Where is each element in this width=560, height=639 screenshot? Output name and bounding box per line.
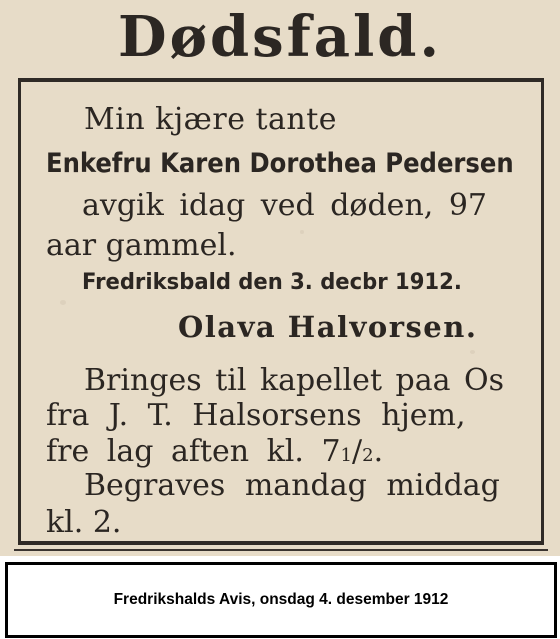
place-and-date: Fredriksbald den 3. decbr 1912. bbox=[82, 270, 462, 295]
fraction-separator: / bbox=[352, 434, 363, 469]
burial-line-2: fra J. T. Halsorsens hjem, bbox=[46, 398, 466, 433]
source-caption-box bbox=[5, 562, 557, 638]
funeral-line-1: Begraves mandag middag bbox=[84, 468, 500, 503]
signer-name: Olava Halvorsen. bbox=[178, 310, 478, 344]
death-text-line-1: avgik idag ved døden, 97 bbox=[82, 188, 488, 223]
burial-line-1: Bringes til kapellet paa Os bbox=[84, 363, 505, 398]
burial-time-text: fre lag aften kl. 7 bbox=[46, 434, 341, 469]
fraction-denominator: 2 bbox=[362, 445, 374, 466]
source-caption: Fredrikshalds Avis, onsdag 4. desember 1912 bbox=[113, 591, 449, 608]
salutation: Min kjære tante bbox=[84, 102, 338, 137]
frame-bottom-rule bbox=[14, 549, 548, 551]
fraction-numerator: 1 bbox=[340, 445, 352, 466]
funeral-line-2: kl. 2. bbox=[46, 505, 122, 540]
burial-line-3 bbox=[46, 434, 383, 469]
burial-time-suffix: . bbox=[373, 434, 384, 469]
death-text-line-2: aar gammel. bbox=[46, 228, 237, 263]
deceased-name: Enkefru Karen Dorothea Pedersen bbox=[46, 148, 514, 179]
notice-heading: Dødsfald. bbox=[118, 4, 442, 70]
